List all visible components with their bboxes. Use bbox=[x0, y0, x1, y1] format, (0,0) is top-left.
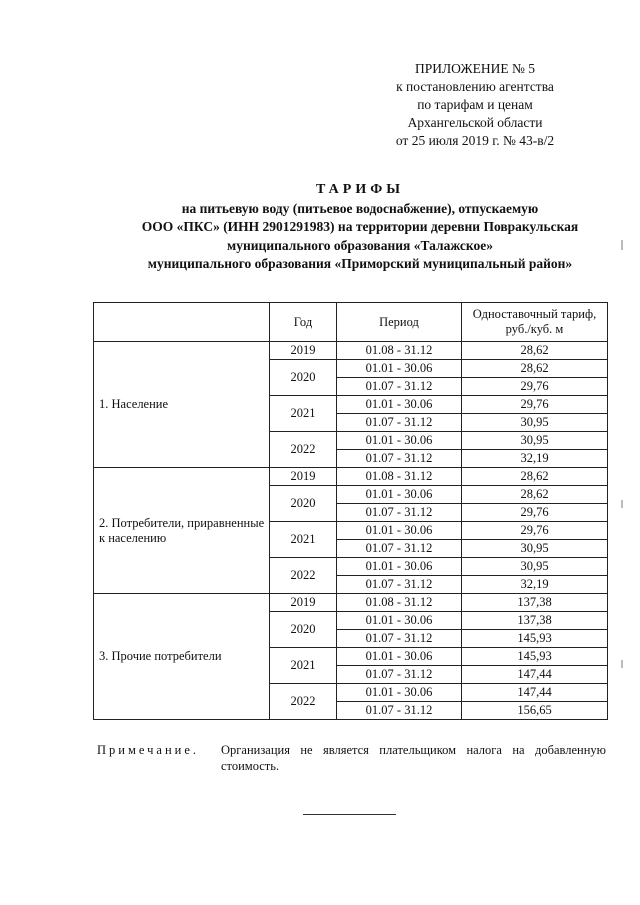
tariff-cell: 145,93 bbox=[462, 630, 608, 648]
appendix-line: к постановлению агентства bbox=[396, 79, 554, 94]
tariff-cell: 137,38 bbox=[462, 612, 608, 630]
year-cell: 2021 bbox=[270, 648, 337, 684]
table-row bbox=[94, 468, 608, 486]
period-cell: 01.07 - 31.12 bbox=[337, 540, 462, 558]
period-cell: 01.01 - 30.06 bbox=[337, 648, 462, 666]
period-cell: 01.01 - 30.06 bbox=[337, 396, 462, 414]
tariff-cell: 29,76 bbox=[462, 504, 608, 522]
period-cell: 01.07 - 31.12 bbox=[337, 576, 462, 594]
category-cell: 3. Прочие потребители bbox=[94, 594, 270, 720]
period-cell: 01.07 - 31.12 bbox=[337, 378, 462, 396]
tariff-cell: 28,62 bbox=[462, 486, 608, 504]
tariff-cell: 32,19 bbox=[462, 576, 608, 594]
tariff-cell: 30,95 bbox=[462, 540, 608, 558]
tariff-cell: 156,65 bbox=[462, 702, 608, 720]
year-cell: 2020 bbox=[270, 360, 337, 396]
category-cell: 2. Потребители, приравненные к населению bbox=[94, 468, 270, 594]
header-category bbox=[94, 303, 270, 342]
tariff-table bbox=[93, 302, 608, 720]
tariff-cell: 147,44 bbox=[462, 684, 608, 702]
tariff-cell: 32,19 bbox=[462, 450, 608, 468]
year-cell: 2019 bbox=[270, 342, 337, 360]
tariff-cell: 29,76 bbox=[462, 396, 608, 414]
scan-edge-mark bbox=[621, 500, 623, 508]
title-main: ТАРИФЫ bbox=[316, 182, 404, 197]
document-title bbox=[60, 181, 640, 274]
year-cell: 2021 bbox=[270, 396, 337, 432]
scan-edge-mark bbox=[621, 660, 623, 668]
period-cell: 01.07 - 31.12 bbox=[337, 414, 462, 432]
tariff-cell: 28,62 bbox=[462, 342, 608, 360]
note-text: Организация не является плательщиком налога на добавленную стоимость. bbox=[221, 743, 606, 773]
year-cell: 2019 bbox=[270, 468, 337, 486]
tariff-cell: 29,76 bbox=[462, 522, 608, 540]
appendix-line: от 25 июля 2019 г. № 43-в/2 bbox=[395, 133, 555, 148]
period-cell: 01.07 - 31.12 bbox=[337, 450, 462, 468]
table-row bbox=[94, 594, 608, 612]
year-cell: 2022 bbox=[270, 558, 337, 594]
title-line: муниципального образования «Талажское» bbox=[227, 237, 493, 253]
year-cell: 2020 bbox=[270, 486, 337, 522]
period-cell: 01.01 - 30.06 bbox=[337, 432, 462, 450]
period-cell: 01.07 - 31.12 bbox=[337, 666, 462, 684]
appendix-line: по тарифам и ценам bbox=[417, 97, 533, 112]
tariff-cell: 30,95 bbox=[462, 432, 608, 450]
tariff-cell: 145,93 bbox=[462, 648, 608, 666]
header-year: Год bbox=[270, 303, 337, 342]
category-cell: 1. Население bbox=[94, 342, 270, 468]
period-cell: 01.01 - 30.06 bbox=[337, 558, 462, 576]
tariff-cell: 137,38 bbox=[462, 594, 608, 612]
scan-edge-mark bbox=[621, 240, 623, 250]
year-cell: 2019 bbox=[270, 594, 337, 612]
period-cell: 01.08 - 31.12 bbox=[337, 342, 462, 360]
appendix-header bbox=[360, 60, 590, 150]
title-line: муниципального образования «Приморский муниципальный район» bbox=[147, 256, 573, 271]
period-cell: 01.07 - 31.12 bbox=[337, 702, 462, 720]
year-cell: 2020 bbox=[270, 612, 337, 648]
tariff-cell: 30,95 bbox=[462, 414, 608, 432]
period-cell: 01.08 - 31.12 bbox=[337, 468, 462, 486]
table-row bbox=[94, 342, 608, 360]
year-cell: 2021 bbox=[270, 522, 337, 558]
separator-line bbox=[303, 814, 396, 815]
appendix-line: Архангельской области bbox=[407, 115, 543, 130]
tariff-cell: 29,76 bbox=[462, 378, 608, 396]
tariff-cell: 30,95 bbox=[462, 558, 608, 576]
period-cell: 01.08 - 31.12 bbox=[337, 594, 462, 612]
period-cell: 01.01 - 30.06 bbox=[337, 612, 462, 630]
period-cell: 01.01 - 30.06 bbox=[337, 522, 462, 540]
period-cell: 01.01 - 30.06 bbox=[337, 684, 462, 702]
period-cell: 01.07 - 31.12 bbox=[337, 630, 462, 648]
period-cell: 01.01 - 30.06 bbox=[337, 360, 462, 378]
appendix-line: ПРИЛОЖЕНИЕ № 5 bbox=[414, 61, 536, 76]
period-cell: 01.07 - 31.12 bbox=[337, 504, 462, 522]
tariff-table-body bbox=[94, 342, 608, 720]
year-cell: 2022 bbox=[270, 684, 337, 720]
tariff-cell: 28,62 bbox=[462, 468, 608, 486]
title-line: ООО «ПКС» (ИНН 2901291983) на территории деревни Повракульская bbox=[141, 219, 579, 234]
header-period: Период bbox=[337, 303, 462, 342]
table-header-row bbox=[94, 303, 608, 342]
tariff-cell: 147,44 bbox=[462, 666, 608, 684]
note-label: Примечание. bbox=[97, 743, 200, 757]
tariff-cell: 28,62 bbox=[462, 360, 608, 378]
period-cell: 01.01 - 30.06 bbox=[337, 486, 462, 504]
title-line: на питьевую воду (питьевое водоснабжение), отпускаемую bbox=[181, 200, 539, 216]
header-tariff: Одноставочный тариф, руб./куб. м bbox=[462, 303, 608, 342]
year-cell: 2022 bbox=[270, 432, 337, 468]
